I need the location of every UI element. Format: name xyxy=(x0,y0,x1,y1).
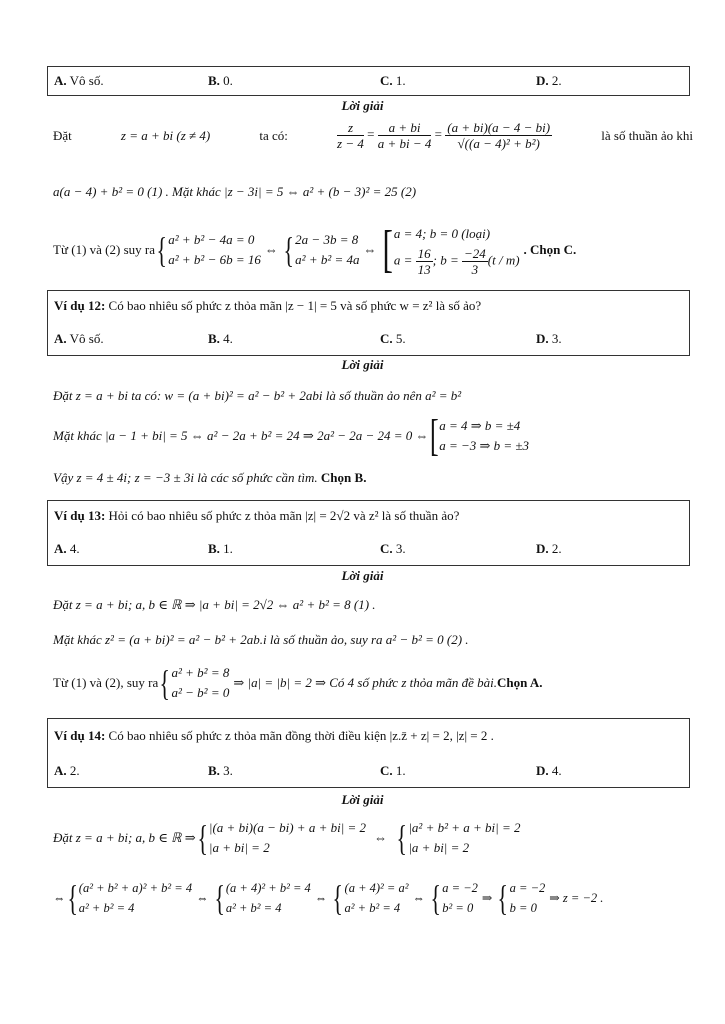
ex12-option-a: A. Vô số. xyxy=(54,331,104,346)
solution-title-12: Lời giải xyxy=(341,357,384,372)
s12-line-2: Mặt khác |a − 1 + bi| = 5 ⇔ a² − 2a + b² = 24 ⇒ 2a² − 2a − 24 = 0 ⇔ [ a = 4 ⇒ b = ±4 a = −3 ⇒ b = ±3 xyxy=(53,411,530,460)
ex14-option-b: B. 3. xyxy=(208,763,233,778)
s14-line-2: ⇔ { (a² + b² + a)² + b² = 4 a² + b² = 4 ⇔ { (a + 4)² + b² = 4 a² + b² = 4 ⇔ { (a + 4)² = a² a² + b² = 4 ⇔ { a = −2 b² = 0 ⇒ { a = −2 b = 0 ⇒ z = −2 . xyxy=(53,878,604,918)
s11-system-1: a² + b² − 4a = 0 a² + b² − 6b = 16 xyxy=(168,231,261,267)
s11-line-3: Từ (1) và (2) suy ra { a² + b² − 4a = 0 a² + b² − 6b = 16 ⇔ { 2a − 3b = 8 a² + b² = 4a ⇔ [ a = 4; b = 0 (loại) a = $\frac{16}{13}$ ; b = $\frac{-24}{3}$ (t / m) . Chọn C. xyxy=(53,220,577,278)
ex14-option-a: A. 2. xyxy=(54,763,80,778)
s14-system-2: |a² + b² + a + bi| = 2 |a + bi| = 2 xyxy=(408,820,521,855)
s13-line-2: Mặt khác z² = (a + bi)² = a² − b² + 2ab.i là số thuần ảo, suy ra a² − b² = 0 (2) . xyxy=(53,632,469,647)
example-12-box xyxy=(47,290,690,356)
q11-option-a: A. Vô số. xyxy=(54,73,104,88)
s11-system-2: 2a − 3b = 8 a² + b² = 4a xyxy=(295,231,360,267)
solution-title-11: Lời giải xyxy=(341,98,384,113)
ex13-option-c: C. 3. xyxy=(380,541,406,556)
example-12-question: Ví dụ 12: Có bao nhiêu số phức z thỏa mãn |z − 1| = 5 và số phức w = z² là số ảo? xyxy=(54,298,482,313)
s13-line-3: Từ (1) và (2), suy ra { a² + b² = 8 a² − b² = 0 ⇒ |a| = |b| = 2 ⇒ Có 4 số phức z thỏa mãn đề bài. Chọn A. xyxy=(53,663,543,703)
question-11-box xyxy=(47,66,690,96)
solution-title-14: Lời giải xyxy=(341,792,384,807)
example-14-box xyxy=(47,718,690,788)
s11-line-1: Đặt z = a + bi (z ≠ 4) ta có: $\frac{z}{z - 4}$ = $\frac{a + bi}{a + bi - 4}$ = $\frac{(a + bi)(a - 4 - bi)}{\text{√((a − 4)² + b²)}}$ là số thuần ảo khi xyxy=(53,120,693,151)
example-14-question: Ví dụ 14: Có bao nhiêu số phức z thỏa mãn đồng thời điều kiện |z.z̄ + z| = 2, |z| = 2 . xyxy=(54,728,494,743)
s13-system: a² + b² = 8 a² − b² = 0 xyxy=(171,665,230,700)
example-13-question: Ví dụ 13: Hỏi có bao nhiêu số phức z thỏa mãn |z| = 2√2 và z² là số thuần ảo? xyxy=(54,508,460,523)
s12-line-3: Vậy z = 4 ± 4i; z = −3 ± 3i là các số phức cần tìm. Chọn B. xyxy=(53,470,367,485)
ex14-option-d: D. 4. xyxy=(536,763,562,778)
s13-line-1: Đặt z = a + bi; a, b ∈ ℝ ⇒ |a + bi| = 2√2 ⇔ a² + b² = 8 (1) . xyxy=(53,597,376,612)
ex13-option-a: A. 4. xyxy=(54,541,80,556)
s14-line-1: Đặt z = a + bi; a, b ∈ ℝ ⇒ { |(a + bi)(a − bi) + a + bi| = 2 |a + bi| = 2 ⇔ { |a² + b² + a + bi| = 2 |a + bi| = 2 xyxy=(53,818,521,858)
solution-title-13: Lời giải xyxy=(341,568,384,583)
ex14-option-c: C. 1. xyxy=(380,763,406,778)
ex13-option-b: B. 1. xyxy=(208,541,233,556)
q11-option-d: D. 2. xyxy=(536,73,562,88)
s11-fraction-chain: $\frac{z}{z - 4}$ = $\frac{a + bi}{a + bi - 4}$ = $\frac{(a + bi)(a - 4 - bi)}{\text{√((a − 4)² + b²)}}$ xyxy=(337,120,551,151)
ex12-option-c: C. 5. xyxy=(380,331,406,346)
q11-option-c: C. 1. xyxy=(380,73,406,88)
s11-system-3: a = 4; b = 0 (loại) a = $\frac{16}{13}$ ; b = $\frac{-24}{3}$ (t / m) xyxy=(393,226,520,277)
ex12-option-d: D. 3. xyxy=(536,331,562,346)
ex13-option-d: D. 2. xyxy=(536,541,562,556)
q11-option-b: B. 0. xyxy=(208,73,233,88)
ex12-option-b: B. 4. xyxy=(208,331,233,346)
s11-line-2: a(a − 4) + b² = 0 (1) . Mặt khác |z − 3i| = 5 ⇔ a² + (b − 3)² = 25 (2) xyxy=(53,184,417,199)
s12-cases: a = 4 ⇒ b = ±4 a = −3 ⇒ b = ±3 xyxy=(439,418,530,453)
s14-system-1: |(a + bi)(a − bi) + a + bi| = 2 |a + bi| = 2 xyxy=(208,820,367,855)
s12-line-1: Đặt z = a + bi ta có: w = (a + bi)² = a² − b² + 2abi là số thuần ảo nên a² = b² xyxy=(53,388,462,403)
example-13-box xyxy=(47,500,690,566)
